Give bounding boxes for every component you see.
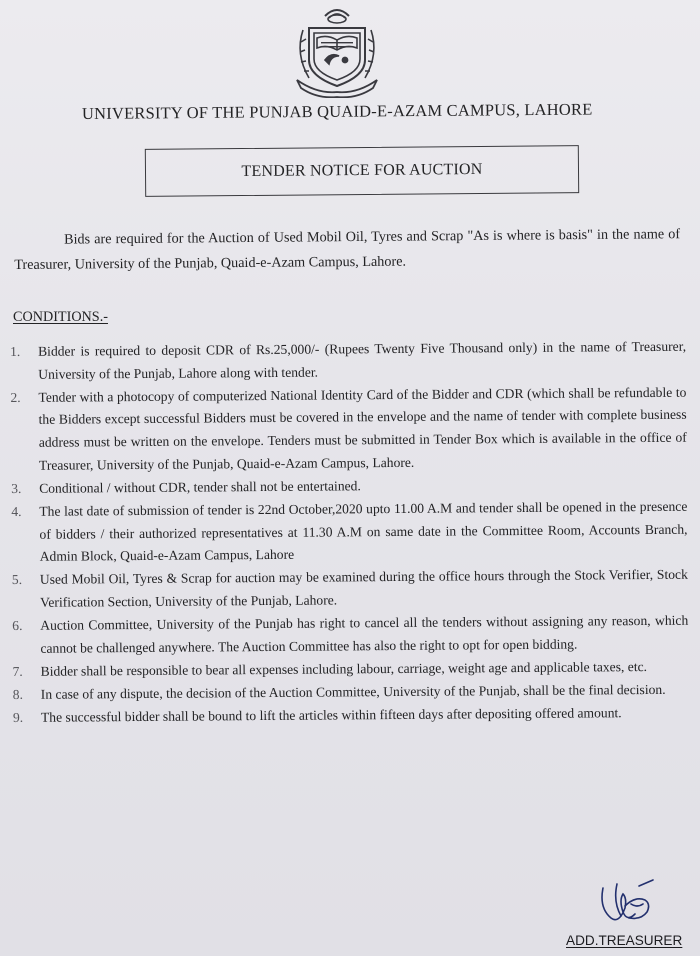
condition-text: Conditional / without CDR, tender shall not be entertained. bbox=[39, 477, 361, 496]
signatory-title: ADD.TREASURER bbox=[566, 933, 683, 948]
condition-text: Auction Committee, University of the Punjab has right to cancel all the tenders without assigning any reason, which cannot be challenged anywhere. The Auction Committee has also the right to opt for open bidding. bbox=[40, 612, 689, 656]
condition-text: Used Mobil Oil, Tyres & Scrap for auction may be examined during the office hours through the Stock Verifier, Stock Verification Section, University of the Punjab, Lahore. bbox=[39, 566, 688, 610]
condition-number: 1. bbox=[10, 343, 21, 359]
condition-text: Bidder shall be responsible to bear all expenses including labour, carriage, weight age and applicable taxes, etc. bbox=[40, 658, 648, 679]
condition-number: 6. bbox=[12, 618, 23, 634]
condition-item bbox=[12, 564, 692, 615]
notice-title: TENDER NOTICE FOR AUCTION bbox=[241, 160, 483, 181]
university-crest-icon bbox=[287, 2, 387, 98]
condition-text: Tender with a photocopy of computerized National Identity Card of the Bidder and CDR (which shall be refundable to the Bidders except successful Bidders must be covered in the envelope and the name of tender with complete business address must be written on the envelope. Tenders must be submitted in Tender Box which is available in the office of Treasurer, University of the Punjab, Quaid-e-Azam Campus, Lahore. bbox=[38, 384, 687, 473]
condition-text: The successful bidder shall be bound to lift the articles within fifteen days after depositing offered amount. bbox=[40, 705, 622, 726]
condition-number: 7. bbox=[12, 663, 23, 679]
condition-text: In case of any dispute, the decision of the Auction Committee, University of the Punjab, shall be the final decision. bbox=[40, 681, 666, 702]
condition-number: 3. bbox=[11, 480, 22, 496]
conditions-heading: CONDITIONS.- bbox=[13, 309, 108, 325]
conditions-list bbox=[10, 336, 693, 731]
condition-number: 2. bbox=[10, 389, 21, 405]
signature-icon bbox=[595, 878, 657, 930]
condition-item bbox=[10, 381, 691, 477]
condition-number: 9. bbox=[12, 710, 24, 726]
condition-text: Bidder is required to deposit CDR of Rs.25,000/- (Rupees Twenty Five Thousand only) in the name of Treasurer, University of the Punjab, Lahore along with tender. bbox=[38, 338, 687, 382]
condition-number: 5. bbox=[11, 572, 23, 588]
condition-text: The last date of submission of tender is 22nd October,2020 upto 11.00 A.M and tender shall be opened in the presence of bidders / their authorized representatives at 11.30 A.M on same date in the Committee Room, Accounts Branch, Admin Block, Quaid-e-Azam Campus, Lahore bbox=[39, 498, 688, 564]
condition-item bbox=[13, 702, 693, 730]
condition-number: 8. bbox=[12, 686, 24, 703]
notice-title-box bbox=[145, 145, 579, 197]
condition-number: 4. bbox=[11, 503, 22, 519]
intro-paragraph: Bids are required for the Auction of Used Mobil Oil, Tyres and Scrap "As is where is basis" in the name of Treasurer, University of the Punjab, Quaid-e-Azam Campus, Lahore. bbox=[14, 226, 681, 273]
university-title: UNIVERSITY OF THE PUNJAB QUAID-E-AZAM CAMPUS, LAHORE bbox=[81, 99, 593, 123]
condition-item bbox=[11, 496, 692, 569]
condition-item bbox=[10, 336, 690, 387]
condition-item bbox=[12, 610, 692, 661]
